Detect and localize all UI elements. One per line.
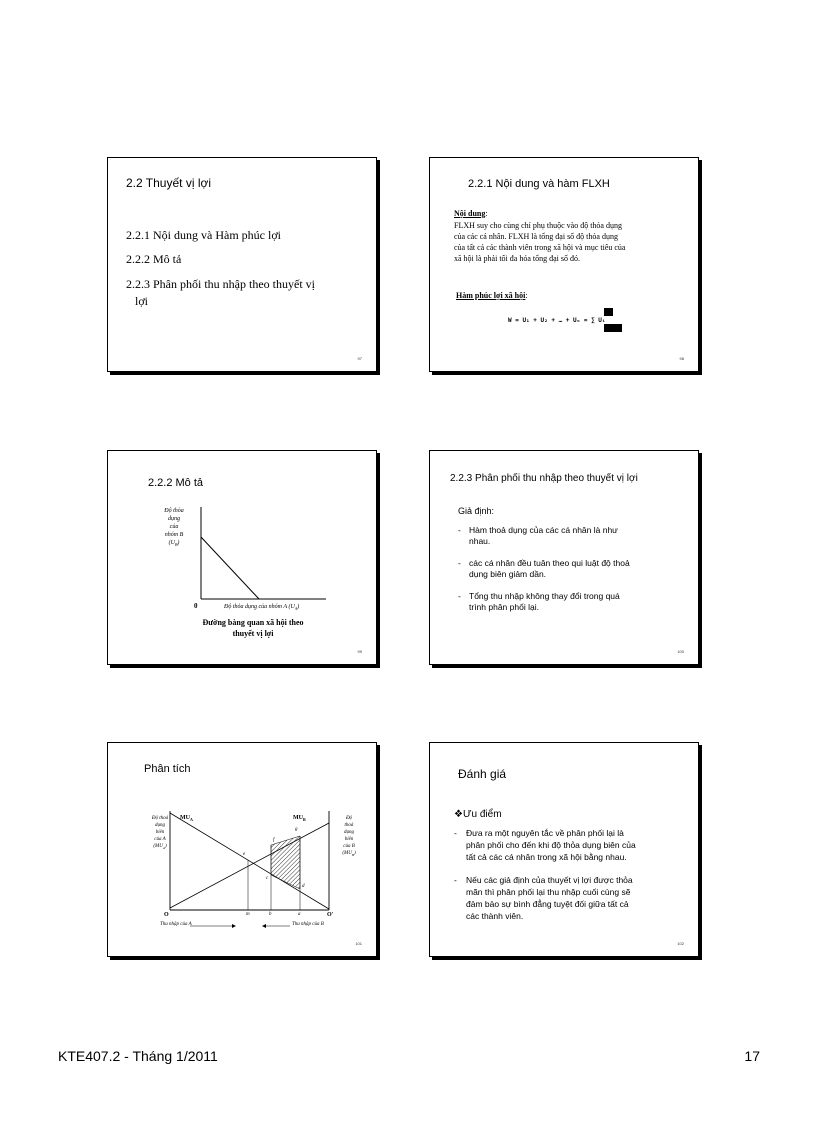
slide-title: 2.2 Thuyết vị lợi — [126, 176, 212, 190]
pros-item — [454, 827, 694, 863]
caption-line: thuyết vị lợi — [232, 629, 274, 638]
y-label-sub: B — [174, 542, 178, 548]
slide-analysis — [107, 742, 377, 957]
slide-item: 2.2.2 Mô tả — [126, 252, 182, 266]
slide-evaluation — [429, 742, 699, 957]
income-b-arrowhead — [262, 924, 266, 928]
pros-item — [454, 874, 694, 922]
chart-caption — [168, 617, 338, 639]
y-label-line: Độ thỏa — [164, 508, 184, 514]
income-a-label: Thu nhập của A — [160, 922, 192, 927]
x-label-sub: A — [294, 606, 298, 612]
welfare-heading — [456, 290, 528, 301]
mu-a-sub: A — [190, 817, 193, 823]
axis-label-part: (MU — [153, 844, 163, 849]
income-a-arrowhead — [232, 924, 236, 928]
axis-label-line: thoả — [344, 823, 354, 828]
caption-line: Đường bàng quan xã hội theo — [202, 618, 304, 627]
slide-content-welfare-function — [429, 157, 699, 372]
axis-label-line: của A — [154, 837, 166, 842]
bullet-line: Tổng thu nhập không thay đổi trong quá — [469, 591, 620, 601]
bullet-line: mãn thì phân phối lại thu nhập cuối cùng sẽ — [466, 887, 631, 897]
axis-label-line: biên — [155, 830, 165, 835]
slide-item: 2.2.3 Phân phối thu nhập theo thuyết vị — [126, 277, 315, 291]
bullet-line: Nếu các giả định của thuyết vị lợi được thỏa — [466, 875, 633, 885]
slide-number: 101 — [355, 941, 362, 946]
bullet-dash: - — [454, 875, 457, 885]
bullet-line: các cá nhân đều tuân theo qui luật độ thoả — [469, 558, 630, 568]
bullet-line: trình phân phối lại. — [469, 602, 539, 612]
bullet-line: nhau. — [469, 536, 491, 546]
slide-title: Đánh giá — [458, 767, 507, 781]
content-line: FLXH suy cho cùng chỉ phụ thuộc vào độ thỏa dụng — [454, 221, 622, 230]
slide-title: 2.2.3 Phân phối thu nhập theo thuyết vị lợi — [450, 473, 638, 484]
slide-income-distribution — [429, 450, 699, 665]
axis-label-line: dụng — [344, 830, 354, 835]
point-g: g — [295, 827, 298, 832]
slide-utilitarianism — [107, 157, 377, 372]
marginal-utility-chart — [108, 743, 378, 958]
axis-label-sub: B — [351, 853, 354, 857]
y-label-line: của — [169, 524, 179, 530]
content-line: của các cá nhân. FLXH là tổng đại số độ thỏa dụng — [454, 232, 618, 241]
y-label-line: dụng — [168, 516, 180, 522]
footer-course-date: KTE407.2 - Tháng 1/2011 — [58, 1048, 218, 1064]
mu-a-line — [170, 813, 329, 909]
bullet-line: Hàm thoả dụng của các cá nhân là như — [469, 525, 618, 535]
axis-label-part: ) — [164, 844, 167, 849]
welfare-heading-text: Hàm phúc lợi xã hội — [456, 291, 526, 300]
content-line: xã hội là phải tối đa hóa tổng đại số đó. — [454, 254, 580, 263]
mu-b-label — [293, 815, 306, 822]
slide-item: lợi — [135, 294, 149, 308]
content-heading-text: Nội dung — [454, 209, 486, 218]
tick-m: m — [246, 912, 250, 917]
formula-marker-bottom — [604, 324, 622, 332]
slide-number: 99 — [357, 649, 362, 654]
point-d: d — [302, 884, 305, 889]
axis-label-line: biên — [344, 837, 354, 842]
income-b-label: Thu nhập của B — [292, 922, 324, 927]
y-label-line: nhóm B — [164, 532, 184, 538]
indifference-line — [201, 537, 259, 599]
axis-label-part: (MU — [342, 851, 352, 856]
bullet-line: các thành viên. — [466, 911, 524, 921]
slide-number: 102 — [677, 941, 684, 946]
bullet-dash: - — [458, 591, 461, 601]
bullet-dash: - — [458, 525, 461, 535]
y-label-part: ) — [177, 540, 180, 546]
bullet-line: phân phối cho đến khi độ thỏa dụng biên của — [466, 840, 636, 850]
axis-label-line: của B — [343, 844, 355, 849]
mu-a-text: MU — [180, 815, 190, 821]
slide-title: Phân tích — [144, 763, 191, 775]
mu-a-label — [180, 815, 193, 822]
deadweight-hatched-area — [271, 836, 300, 889]
bullet-line: Đưa ra một nguyên tắc về phân phối lại là — [466, 828, 624, 838]
footer-page-number: 17 — [744, 1048, 760, 1064]
tick-a: a — [298, 912, 301, 917]
assumption-intro: Giả định: — [458, 506, 495, 516]
axis-label-sub: A — [162, 846, 165, 850]
formula-marker-top — [604, 308, 613, 316]
x-axis-label: Độ thỏa dụng của nhóm A $(U_A)$ — [224, 604, 300, 612]
point-f: f — [273, 838, 275, 843]
axis-label-line: Độ — [345, 816, 353, 821]
assumption-item — [458, 558, 630, 580]
bullet-line: đảm bảo sự bình đẳng tuyệt đối giữa tất cả — [466, 899, 629, 909]
slide-title: 2.2.1 Nội dung và hàm FLXH — [468, 178, 610, 190]
mu-b-text: MU — [293, 815, 303, 821]
point-c: c — [266, 876, 269, 881]
slide-item: 2.2.1 Nội dung và Hàm phúc lợi — [126, 228, 281, 242]
mu-b-line — [170, 823, 329, 908]
welfare-formula: W = U₁ + U₂ + … + Uₙ = ∑ Uᵢ — [508, 317, 606, 324]
tick-origin-prime: O' — [327, 912, 334, 918]
colon: : — [485, 209, 488, 218]
slide-number: 100 — [677, 649, 684, 654]
assumption-item — [458, 525, 618, 547]
tick-b: b — [269, 912, 272, 917]
x-label-text: Độ thỏa dụng của nhóm A (U — [224, 604, 295, 610]
pros-heading: ❖Ưu điểm — [454, 809, 502, 820]
y-label-part: (U — [168, 540, 175, 546]
point-e: e — [243, 852, 246, 857]
bullet-dash: - — [458, 558, 461, 568]
axis-label-part: ) — [353, 851, 356, 856]
content-line: của tất cả các thành viên trong xã hội và mục tiêu của — [454, 243, 626, 252]
bullet-line: tất cả các cá nhân trong xã hội bằng nhau. — [466, 852, 627, 862]
colon: : — [525, 291, 528, 300]
bullet-line: dụng biên giảm dần. — [469, 569, 547, 579]
slide-title: 2.2.2 Mô tả — [148, 477, 204, 489]
tick-origin: O — [164, 912, 169, 918]
bullet-dash: - — [454, 828, 457, 838]
axis-label-line: Độ thoả — [151, 816, 169, 821]
assumption-item — [458, 591, 620, 613]
axis-label-line: dụng — [155, 823, 165, 828]
content-heading — [454, 208, 488, 219]
slide-number: 98 — [679, 356, 684, 361]
slide-number: 97 — [357, 356, 362, 361]
mu-b-sub: B — [303, 817, 306, 823]
slide-description — [107, 450, 377, 665]
origin-label: 0 — [194, 602, 198, 610]
